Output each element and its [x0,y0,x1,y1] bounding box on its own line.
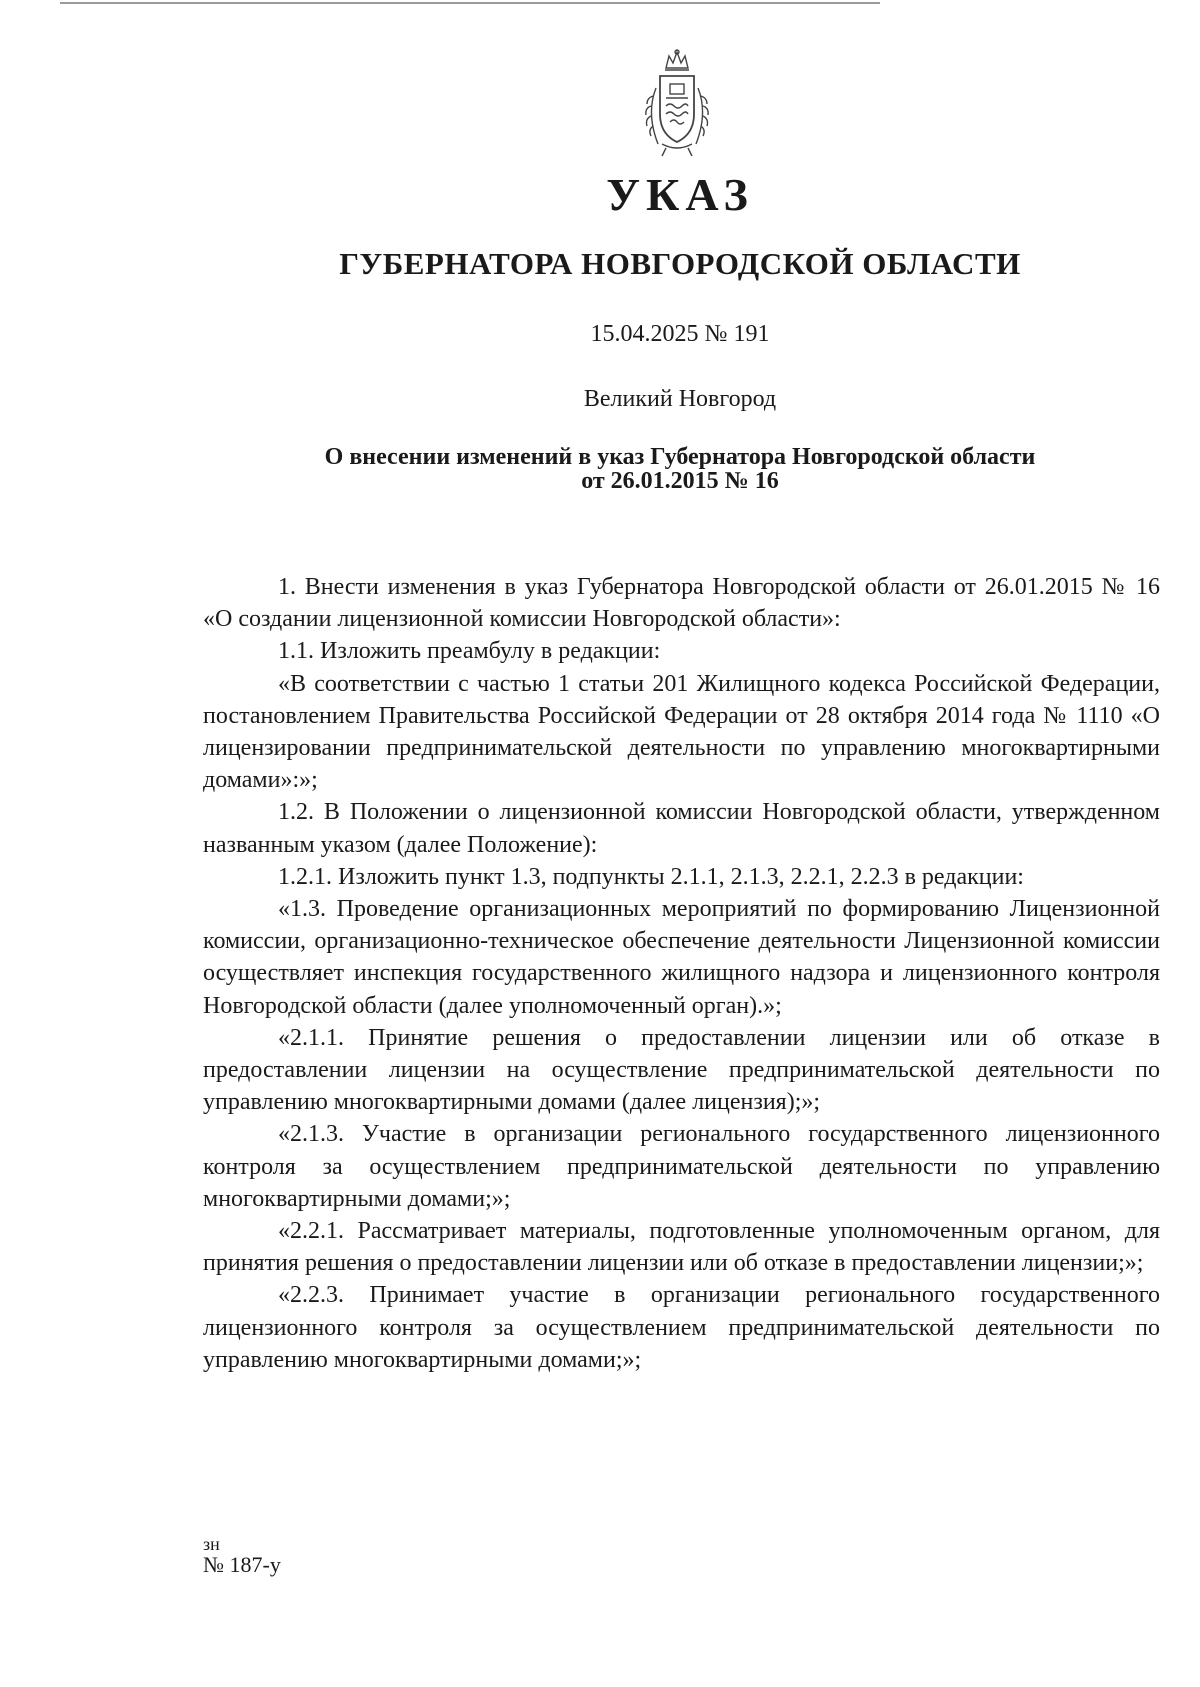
document-issuer: ГУБЕРНАТОРА НОВГОРОДСКОЙ ОБЛАСТИ [339,246,1021,281]
paragraph-1-2: 1.2. В Положении о лицензионной комиссии Новгородской области, утвержденном названным указом (далее Положение): [203,799,1160,858]
paragraph-1-1: 1.1. Изложить преамбулу в редакции: [278,638,661,665]
paragraph-1-3: «1.3. Проведение организационных мероприятий по формированию Лицензионной комиссии, организационно-техническое обеспечение деятельности Лицензионной комиссии осуществляет инспекция государственного жилищного надзора и лицензионного контроля Новгородской области (далее уполномоченный орган).»; [203,896,1160,1019]
heading-line-2: от 26.01.2015 № 16 [581,468,779,494]
paragraph-1-2-1: 1.2.1. Изложить пункт 1.3, подпункты 2.1.1, 2.1.3, 2.2.1, 2.2.3 в редакции: [278,863,1024,890]
paragraph-2-2-1: «2.2.1. Рассматривает материалы, подготовленные уполномоченным органом, для принятия решения о предоставлении лицензии или об отказе в предоставлении лицензии;»; [203,1218,1160,1277]
footer-initials: зн [203,1534,220,1554]
paragraph-2-1-1: «2.1.1. Принятие решения о предоставлении лицензии или об отказе в предоставлении лицензии на осуществление предпринимательской деятельности по управлению многоквартирными домами (далее лицензия);»; [203,1024,1160,1116]
document-footer [203,1535,281,1576]
scan-top-rule [60,2,880,4]
paragraph-preamble: «В соответствии с частью 1 статьи 201 Жилищного кодекса Российской Федерации, постановлением Правительства Российской Федерации от 28 октября 2014 года № 1110 «О лицензировании предпринимательской деятельности по управлению многоквартирными домами»:»; [203,670,1160,794]
paragraph-1: 1. Внести изменения в указ Губернатора Новгородской области от 26.01.2015 № 16 «О создании лицензионной комиссии Новгородской области»: [203,574,1160,633]
paragraph-2-2-3: «2.2.3. Принимает участие в организации регионального государственного лицензионного контроля за осуществлением предпринимательской деятельности по управлению многоквартирными домами;»; [203,1282,1160,1373]
footer-number: № 187-у [203,1552,281,1577]
document-city: Великий Новгород [583,386,777,412]
heading-line-1: О внесении изменений в указ Губернатора Новгородской области [324,444,1036,470]
document-date-number: 15.04.2025 № 191 [590,321,770,347]
document-body [203,571,1160,1376]
paragraph-2-1-3: «2.1.3. Участие в организации регионального государственного лицензионного контроля за осуществлением предпринимательской деятельности по управлению многоквартирными домами;»; [203,1121,1160,1212]
document-title: УКАЗ [606,169,754,220]
coat-of-arms-icon [636,48,718,160]
document-heading [200,445,1160,493]
